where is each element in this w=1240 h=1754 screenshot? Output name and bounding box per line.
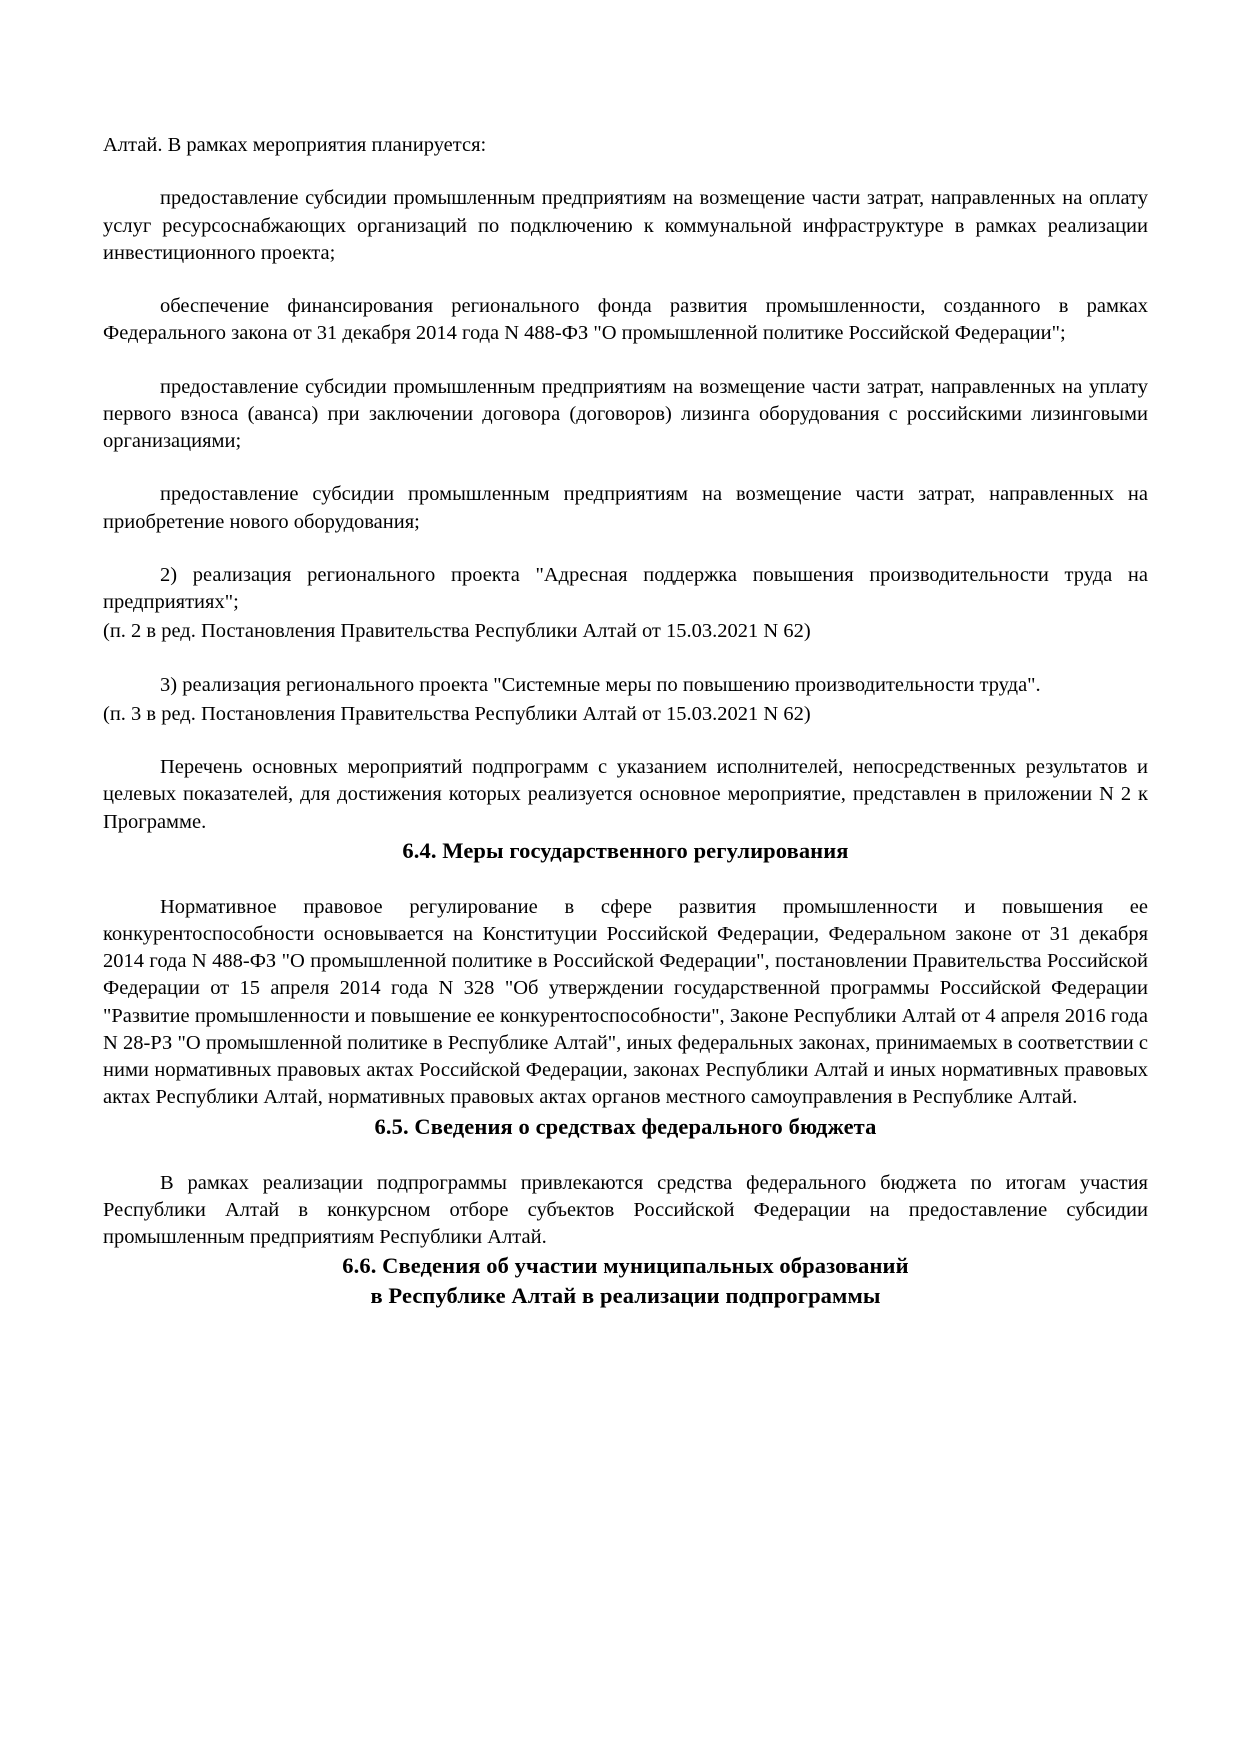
- bullet-paragraph-3: предоставление субсидии промышленным предприятиям на возмещение части затрат, направленных на уплату первого взноса (аванса) при заключении договора (договоров) лизинга оборудования с российскими лизинговыми организациями;: [103, 375, 1148, 452]
- bullet-paragraph-4: предоставление субсидии промышленным предприятиям на возмещение части затрат, направленных на приобретение нового оборудования;: [103, 483, 1148, 533]
- continued-paragraph: Алтай. В рамках мероприятия планируется:: [103, 134, 487, 156]
- section-heading-6-6-line-2: в Республике Алтай в реализации подпрограммы: [370, 1283, 881, 1309]
- section-heading-6-5: 6.5. Сведения о средствах федерального бюджета: [374, 1113, 877, 1139]
- summary-paragraph: Перечень основных мероприятий подпрограмм с указанием исполнителей, непосредственных результатов и целевых показателей, для достижения которых реализуется основное мероприятие, представлен в приложении N 2 к Программе.: [103, 756, 1148, 833]
- document-body: [103, 132, 1148, 1311]
- amendment-note-item-2: (п. 2 в ред. Постановления Правительства Республики Алтай от 15.03.2021 N 62): [103, 620, 811, 643]
- numbered-item-3: 3) реализация регионального проекта "Системные меры по повышению производительности труда".: [160, 673, 1041, 696]
- bullet-paragraph-1: предоставление субсидии промышленным предприятиям на возмещение части затрат, направленных на оплату услуг ресурсоснабжающих организаций по подключению к коммунальной инфраструктуре в рамках реализации инвестиционного проекта;: [103, 187, 1148, 264]
- numbered-item-2: 2) реализация регионального проекта "Адресная поддержка повышения производительности труда на предприятиях";: [103, 563, 1148, 613]
- section-body-6-5: В рамках реализации подпрограммы привлекаются средства федерального бюджета по итогам участия Республики Алтай в конкурсном отборе субъектов Российской Федерации на предоставление субсидии промышленным предприятиям Республики Алтай.: [103, 1171, 1148, 1249]
- section-heading-6-6-line-1: 6.6. Сведения об участии муниципальных образований: [342, 1253, 909, 1279]
- section-body-6-4: Нормативное правовое регулирование в сфере развития промышленности и повышения ее конкурентоспособности основывается на Конституции Российской Федерации, Федеральном законе от 31 декабря 2014 года N 488-ФЗ "О промышленной политике в Российской Федерации", постановлении Правительства Российской Федерации от 15 апреля 2014 года N 328 "Об утверждении государственной программы Российской Федерации "Развитие промышленности и повышение ее конкурентоспособности", Законе Республики Алтай от 4 апреля 2016 года N 28-РЗ "О промышленной политике в Республике Алтай", иных федеральных законах, принимаемых в соответствии с ними нормативных правовых актах Российской Федерации, законах Республики Алтай и иных нормативных правовых актах Республики Алтай, нормативных правовых актах органов местного самоуправления в Республике Алтай.: [103, 895, 1148, 1109]
- amendment-note-item-3: (п. 3 в ред. Постановления Правительства Республики Алтай от 15.03.2021 N 62): [103, 702, 811, 725]
- bullet-paragraph-2: обеспечение финансирования регионального фонда развития промышленности, созданного в рамках Федерального закона от 31 декабря 2014 года N 488-ФЗ "О промышленной политике Российской Федерации";: [103, 295, 1148, 345]
- section-heading-6-4: 6.4. Меры государственного регулирования: [402, 837, 849, 863]
